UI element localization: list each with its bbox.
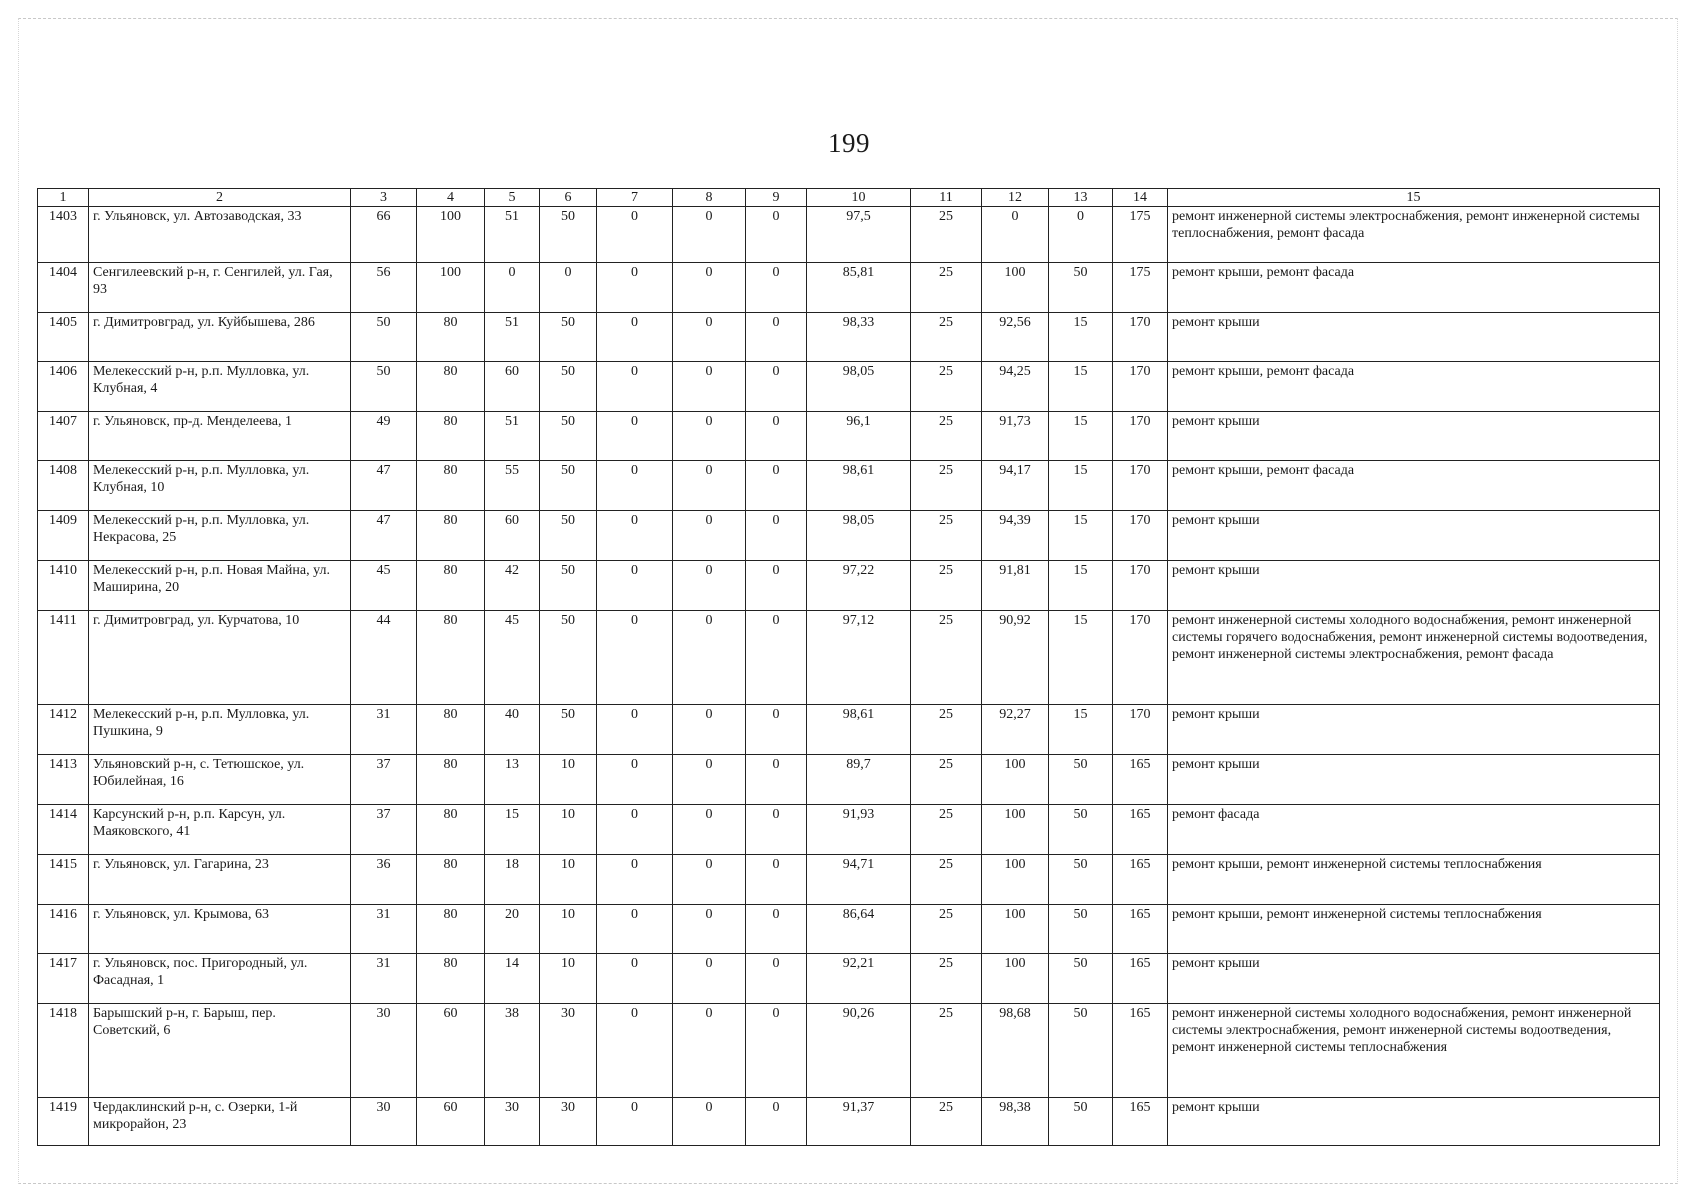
cell: 0 (673, 705, 746, 755)
total-score: 165 (1113, 905, 1168, 954)
work-types: ремонт инженерной системы холодного водоснабжения, ремонт инженерной системы электроснабжения, ремонт инженерной системы водоотведения, ремонт инженерной системы теплоснабжения (1168, 1004, 1660, 1098)
row-number: 1407 (38, 412, 89, 461)
cell: 15 (485, 805, 540, 855)
cell: 0 (597, 362, 673, 412)
total-score: 165 (1113, 755, 1168, 805)
cell: 100 (982, 263, 1049, 313)
cell: 0 (597, 611, 673, 705)
total-score: 170 (1113, 412, 1168, 461)
cell: 10 (540, 805, 597, 855)
cell: 0 (746, 263, 807, 313)
cell: 0 (746, 362, 807, 412)
cell: 98,61 (807, 705, 911, 755)
work-types: ремонт фасада (1168, 805, 1660, 855)
cell: 50 (540, 511, 597, 561)
cell: 31 (351, 705, 417, 755)
cell: 47 (351, 461, 417, 511)
work-types: ремонт крыши (1168, 705, 1660, 755)
table-row (38, 855, 1660, 905)
work-types: ремонт крыши, ремонт фасада (1168, 362, 1660, 412)
table-row (38, 362, 1660, 412)
table-row (38, 705, 1660, 755)
cell: 25 (911, 207, 982, 263)
cell: 50 (1049, 1098, 1113, 1146)
cell: 0 (746, 1098, 807, 1146)
cell: 50 (540, 705, 597, 755)
work-types: ремонт крыши, ремонт инженерной системы теплоснабжения (1168, 905, 1660, 954)
cell: 66 (351, 207, 417, 263)
row-number: 1406 (38, 362, 89, 412)
table-row (38, 805, 1660, 855)
cell: 15 (1049, 611, 1113, 705)
address: г. Димитровград, ул. Куйбышева, 286 (89, 313, 351, 362)
cell: 37 (351, 755, 417, 805)
cell: 30 (540, 1098, 597, 1146)
cell: 92,21 (807, 954, 911, 1004)
cell: 0 (746, 611, 807, 705)
table-row (38, 461, 1660, 511)
address: Барышский р-н, г. Барыш, пер. Советский, 6 (89, 1004, 351, 1098)
cell: 0 (746, 461, 807, 511)
address: Мелекесский р-н, р.п. Мулловка, ул. Некрасова, 25 (89, 511, 351, 561)
cell: 85,81 (807, 263, 911, 313)
cell: 30 (351, 1098, 417, 1146)
cell: 80 (417, 805, 485, 855)
cell: 0 (746, 705, 807, 755)
column-number: 11 (911, 189, 982, 207)
cell: 25 (911, 611, 982, 705)
work-types: ремонт крыши (1168, 1098, 1660, 1146)
cell: 100 (982, 855, 1049, 905)
cell: 15 (1049, 412, 1113, 461)
cell: 15 (1049, 561, 1113, 611)
cell: 98,05 (807, 362, 911, 412)
address: г. Ульяновск, ул. Гагарина, 23 (89, 855, 351, 905)
total-score: 170 (1113, 511, 1168, 561)
cell: 50 (1049, 954, 1113, 1004)
cell: 98,38 (982, 1098, 1049, 1146)
cell: 0 (746, 755, 807, 805)
cell: 0 (673, 1004, 746, 1098)
column-number: 15 (1168, 189, 1660, 207)
address: г. Димитровград, ул. Курчатова, 10 (89, 611, 351, 705)
cell: 0 (1049, 207, 1113, 263)
cell: 80 (417, 954, 485, 1004)
cell: 15 (1049, 362, 1113, 412)
total-score: 170 (1113, 705, 1168, 755)
cell: 44 (351, 611, 417, 705)
cell: 80 (417, 561, 485, 611)
cell: 15 (1049, 313, 1113, 362)
cell: 80 (417, 855, 485, 905)
cell: 0 (746, 412, 807, 461)
cell: 50 (540, 362, 597, 412)
table-row (38, 1098, 1660, 1146)
cell: 38 (485, 1004, 540, 1098)
cell: 51 (485, 313, 540, 362)
address: Мелекесский р-н, р.п. Мулловка, ул. Клубная, 4 (89, 362, 351, 412)
cell: 0 (597, 263, 673, 313)
cell: 97,5 (807, 207, 911, 263)
cell: 25 (911, 905, 982, 954)
cell: 80 (417, 313, 485, 362)
cell: 0 (540, 263, 597, 313)
cell: 51 (485, 412, 540, 461)
cell: 50 (1049, 263, 1113, 313)
cell: 98,05 (807, 511, 911, 561)
cell: 49 (351, 412, 417, 461)
cell: 91,37 (807, 1098, 911, 1146)
cell: 50 (1049, 805, 1113, 855)
cell: 0 (673, 207, 746, 263)
table-row (38, 954, 1660, 1004)
cell: 90,92 (982, 611, 1049, 705)
cell: 0 (597, 1098, 673, 1146)
work-types: ремонт крыши, ремонт инженерной системы теплоснабжения (1168, 855, 1660, 905)
cell: 91,73 (982, 412, 1049, 461)
cell: 94,25 (982, 362, 1049, 412)
cell: 0 (673, 461, 746, 511)
cell: 96,1 (807, 412, 911, 461)
cell: 45 (351, 561, 417, 611)
cell: 0 (597, 511, 673, 561)
cell: 25 (911, 705, 982, 755)
column-number: 1 (38, 189, 89, 207)
cell: 25 (911, 954, 982, 1004)
cell: 0 (597, 207, 673, 263)
cell: 0 (746, 207, 807, 263)
cell: 0 (746, 561, 807, 611)
cell: 0 (746, 313, 807, 362)
cell: 0 (746, 905, 807, 954)
total-score: 165 (1113, 805, 1168, 855)
cell: 98,33 (807, 313, 911, 362)
address: Мелекесский р-н, р.п. Мулловка, ул. Клубная, 10 (89, 461, 351, 511)
cell: 60 (417, 1098, 485, 1146)
cell: 25 (911, 1004, 982, 1098)
column-number: 14 (1113, 189, 1168, 207)
work-types: ремонт инженерной системы электроснабжения, ремонт инженерной системы теплоснабжения, ремонт фасада (1168, 207, 1660, 263)
table-row (38, 207, 1660, 263)
table-row (38, 611, 1660, 705)
cell: 100 (417, 263, 485, 313)
table-row (38, 263, 1660, 313)
cell: 36 (351, 855, 417, 905)
column-number: 13 (1049, 189, 1113, 207)
cell: 80 (417, 611, 485, 705)
cell: 42 (485, 561, 540, 611)
total-score: 170 (1113, 461, 1168, 511)
cell: 10 (540, 855, 597, 905)
row-number: 1408 (38, 461, 89, 511)
row-number: 1405 (38, 313, 89, 362)
address: Сенгилеевский р-н, г. Сенгилей, ул. Гая, 93 (89, 263, 351, 313)
cell: 0 (673, 511, 746, 561)
address: Мелекесский р-н, р.п. Новая Майна, ул. Маширина, 20 (89, 561, 351, 611)
total-score: 165 (1113, 855, 1168, 905)
cell: 50 (1049, 905, 1113, 954)
cell: 20 (485, 905, 540, 954)
work-types: ремонт крыши (1168, 561, 1660, 611)
cell: 0 (673, 611, 746, 705)
row-number: 1414 (38, 805, 89, 855)
cell: 0 (673, 855, 746, 905)
register-table (37, 188, 1660, 1146)
row-number: 1419 (38, 1098, 89, 1146)
cell: 50 (540, 611, 597, 705)
cell: 0 (673, 313, 746, 362)
row-number: 1418 (38, 1004, 89, 1098)
page-number: 199 (828, 128, 870, 158)
cell: 100 (982, 805, 1049, 855)
total-score: 170 (1113, 362, 1168, 412)
column-number: 2 (89, 189, 351, 207)
table-row (38, 755, 1660, 805)
cell: 80 (417, 905, 485, 954)
table-row (38, 412, 1660, 461)
cell: 15 (1049, 461, 1113, 511)
cell: 50 (540, 313, 597, 362)
cell: 60 (417, 1004, 485, 1098)
row-number: 1417 (38, 954, 89, 1004)
cell: 15 (1049, 705, 1113, 755)
cell: 0 (673, 561, 746, 611)
column-number: 8 (673, 189, 746, 207)
cell: 10 (540, 905, 597, 954)
address: г. Ульяновск, пос. Пригородный, ул. Фасадная, 1 (89, 954, 351, 1004)
total-score: 175 (1113, 207, 1168, 263)
cell: 92,56 (982, 313, 1049, 362)
cell: 25 (911, 511, 982, 561)
cell: 47 (351, 511, 417, 561)
cell: 25 (911, 263, 982, 313)
row-number: 1416 (38, 905, 89, 954)
address: Карсунский р-н, р.п. Карсун, ул. Маяковского, 41 (89, 805, 351, 855)
cell: 0 (746, 1004, 807, 1098)
cell: 100 (417, 207, 485, 263)
column-number: 9 (746, 189, 807, 207)
work-types: ремонт крыши (1168, 313, 1660, 362)
work-types: ремонт крыши (1168, 412, 1660, 461)
cell: 30 (351, 1004, 417, 1098)
cell: 18 (485, 855, 540, 905)
column-number: 10 (807, 189, 911, 207)
row-number: 1409 (38, 511, 89, 561)
work-types: ремонт крыши (1168, 511, 1660, 561)
total-score: 175 (1113, 263, 1168, 313)
cell: 80 (417, 705, 485, 755)
cell: 0 (673, 362, 746, 412)
cell: 0 (597, 313, 673, 362)
cell: 80 (417, 412, 485, 461)
cell: 0 (597, 954, 673, 1004)
cell: 80 (417, 755, 485, 805)
work-types: ремонт инженерной системы холодного водоснабжения, ремонт инженерной системы горячего водоснабжения, ремонт инженерной системы водоотведения, ремонт инженерной системы электроснабжения, ремонт фасада (1168, 611, 1660, 705)
cell: 0 (673, 905, 746, 954)
cell: 50 (540, 561, 597, 611)
cell: 25 (911, 362, 982, 412)
table-row (38, 561, 1660, 611)
cell: 0 (673, 755, 746, 805)
cell: 0 (597, 705, 673, 755)
row-number: 1412 (38, 705, 89, 755)
table-row (38, 313, 1660, 362)
cell: 0 (597, 855, 673, 905)
cell: 50 (1049, 1004, 1113, 1098)
cell: 0 (673, 263, 746, 313)
cell: 50 (351, 313, 417, 362)
cell: 0 (673, 412, 746, 461)
cell: 0 (673, 954, 746, 1004)
cell: 0 (673, 805, 746, 855)
cell: 55 (485, 461, 540, 511)
cell: 25 (911, 755, 982, 805)
cell: 0 (746, 954, 807, 1004)
cell: 50 (1049, 855, 1113, 905)
total-score: 165 (1113, 1004, 1168, 1098)
cell: 31 (351, 905, 417, 954)
row-number: 1413 (38, 755, 89, 805)
cell: 97,22 (807, 561, 911, 611)
cell: 94,71 (807, 855, 911, 905)
cell: 100 (982, 905, 1049, 954)
work-types: ремонт крыши, ремонт фасада (1168, 263, 1660, 313)
cell: 80 (417, 362, 485, 412)
column-number: 3 (351, 189, 417, 207)
cell: 98,61 (807, 461, 911, 511)
cell: 50 (540, 412, 597, 461)
cell: 0 (746, 855, 807, 905)
cell: 30 (485, 1098, 540, 1146)
cell: 0 (597, 412, 673, 461)
row-number: 1415 (38, 855, 89, 905)
cell: 60 (485, 511, 540, 561)
cell: 86,64 (807, 905, 911, 954)
cell: 25 (911, 805, 982, 855)
cell: 14 (485, 954, 540, 1004)
cell: 56 (351, 263, 417, 313)
cell: 92,27 (982, 705, 1049, 755)
cell: 25 (911, 561, 982, 611)
cell: 94,17 (982, 461, 1049, 511)
row-number: 1403 (38, 207, 89, 263)
cell: 0 (485, 263, 540, 313)
column-number: 5 (485, 189, 540, 207)
cell: 0 (673, 1098, 746, 1146)
work-types: ремонт крыши (1168, 755, 1660, 805)
cell: 0 (597, 905, 673, 954)
cell: 13 (485, 755, 540, 805)
total-score: 165 (1113, 1098, 1168, 1146)
table-row (38, 511, 1660, 561)
total-score: 165 (1113, 954, 1168, 1004)
cell: 31 (351, 954, 417, 1004)
cell: 0 (597, 561, 673, 611)
cell: 37 (351, 805, 417, 855)
cell: 94,39 (982, 511, 1049, 561)
row-number: 1410 (38, 561, 89, 611)
address: г. Ульяновск, ул. Автозаводская, 33 (89, 207, 351, 263)
cell: 0 (597, 755, 673, 805)
cell: 97,12 (807, 611, 911, 705)
total-score: 170 (1113, 611, 1168, 705)
cell: 0 (746, 805, 807, 855)
cell: 0 (597, 461, 673, 511)
column-number-row (38, 189, 1660, 207)
cell: 50 (540, 207, 597, 263)
cell: 25 (911, 461, 982, 511)
address: Ульяновский р-н, с. Тетюшское, ул. Юбилейная, 16 (89, 755, 351, 805)
row-number: 1411 (38, 611, 89, 705)
cell: 10 (540, 954, 597, 1004)
column-number: 12 (982, 189, 1049, 207)
cell: 50 (1049, 755, 1113, 805)
cell: 90,26 (807, 1004, 911, 1098)
cell: 60 (485, 362, 540, 412)
cell: 50 (351, 362, 417, 412)
cell: 100 (982, 755, 1049, 805)
address: Чердаклинский р-н, с. Озерки, 1-й микрорайон, 23 (89, 1098, 351, 1146)
table-row (38, 905, 1660, 954)
cell: 0 (746, 511, 807, 561)
cell: 80 (417, 461, 485, 511)
cell: 0 (982, 207, 1049, 263)
cell: 51 (485, 207, 540, 263)
cell: 0 (597, 1004, 673, 1098)
cell: 25 (911, 412, 982, 461)
address: г. Ульяновск, пр-д. Менделеева, 1 (89, 412, 351, 461)
work-types: ремонт крыши, ремонт фасада (1168, 461, 1660, 511)
cell: 25 (911, 313, 982, 362)
cell: 98,68 (982, 1004, 1049, 1098)
cell: 10 (540, 755, 597, 805)
total-score: 170 (1113, 313, 1168, 362)
cell: 50 (540, 461, 597, 511)
address: г. Ульяновск, ул. Крымова, 63 (89, 905, 351, 954)
cell: 100 (982, 954, 1049, 1004)
cell: 25 (911, 855, 982, 905)
cell: 15 (1049, 511, 1113, 561)
cell: 80 (417, 511, 485, 561)
cell: 89,7 (807, 755, 911, 805)
cell: 91,93 (807, 805, 911, 855)
cell: 40 (485, 705, 540, 755)
row-number: 1404 (38, 263, 89, 313)
total-score: 170 (1113, 561, 1168, 611)
address: Мелекесский р-н, р.п. Мулловка, ул. Пушкина, 9 (89, 705, 351, 755)
column-number: 4 (417, 189, 485, 207)
cell: 45 (485, 611, 540, 705)
table-row (38, 1004, 1660, 1098)
table-body (38, 189, 1660, 1146)
column-number: 6 (540, 189, 597, 207)
cell: 0 (597, 805, 673, 855)
cell: 25 (911, 1098, 982, 1146)
work-types: ремонт крыши (1168, 954, 1660, 1004)
cell: 91,81 (982, 561, 1049, 611)
column-number: 7 (597, 189, 673, 207)
cell: 30 (540, 1004, 597, 1098)
